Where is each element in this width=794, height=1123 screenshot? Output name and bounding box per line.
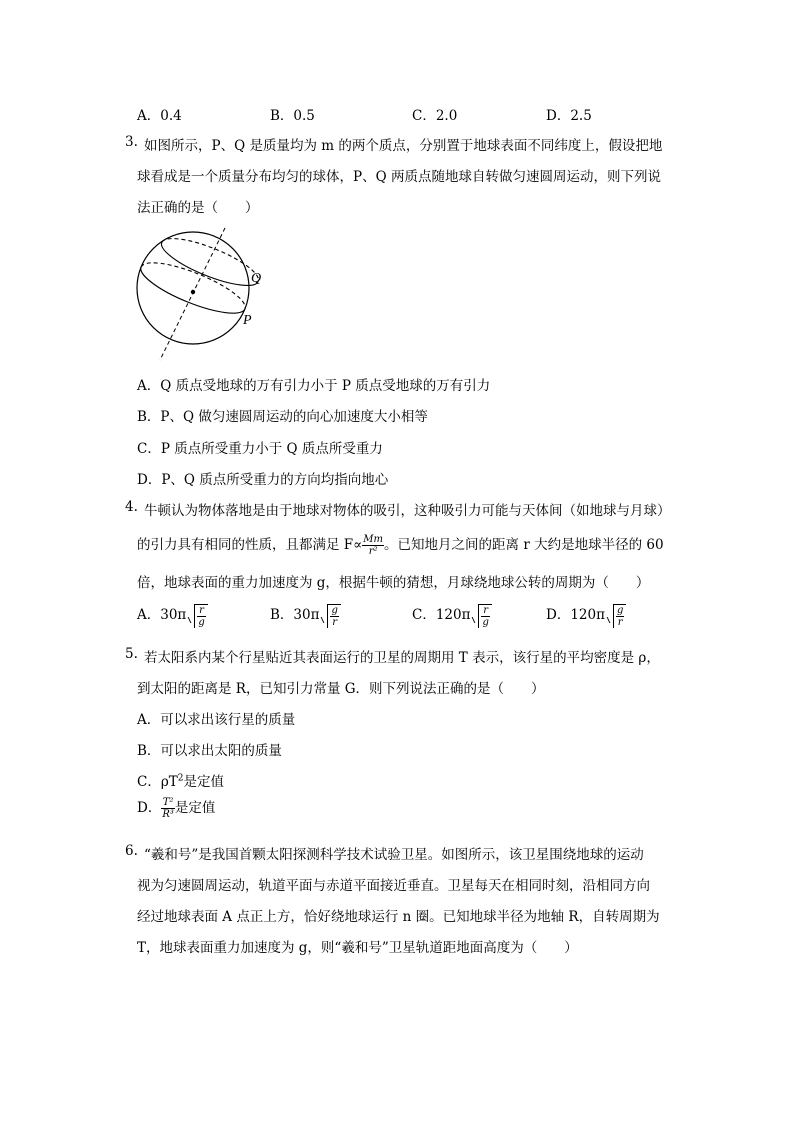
q3-option-c: C．P 质点所受重力小于 Q 质点所受重力 <box>137 441 383 457</box>
q5-option-d: D． $\frac{\text{T²}}{\text{R³}}$ 是定值 <box>137 797 216 820</box>
q6-stem-line-2: 视为匀速圆周运动，轨道平面与赤道平面接近垂直。卫星每天在相同时刻，沿相同方向 <box>137 878 650 894</box>
q4-fraction: $\frac{Mm}{\text{r²}}$ <box>363 534 384 557</box>
q4-stem-line-2 <box>137 533 664 557</box>
q4-line-2-start: 的引力具有相同的性质，且都满足 F∝ <box>137 537 363 553</box>
earth-circle <box>137 232 249 344</box>
q5-option-a: A．可以求出该行星的质量 <box>137 712 296 728</box>
q3-option-b: B．P、Q 做匀速圆周运动的向心加速度大小相等 <box>137 409 428 425</box>
latitude-circle-q <box>157 230 264 295</box>
q3-stem-line-2: 球看成是一个质量分布均匀的球体，P、Q 两质点随地球自转做匀速圆周运动，则下列说 <box>137 169 661 185</box>
q2-option-a: A．0.4 <box>137 108 182 124</box>
q4-line-2-end: 。已知地月之间的距离 r 大约是地球半径的 60 <box>384 537 664 553</box>
q4-stem-line-3: 倍，地球表面的重力加速度为 g，根据牛顿的猜想，月球绕地球公转的周期为（ ） <box>137 575 650 591</box>
q5-stem-line-2: 到太阳的距离是 R，已知引力常量 G．则下列说法正确的是（ ） <box>137 681 545 697</box>
q5-option-c: C．$\rho T^2$是定值 <box>137 773 225 790</box>
q6-number: 6. <box>125 843 138 859</box>
q5-option-b: B．可以求出太阳的质量 <box>137 743 282 759</box>
earth-figure <box>130 222 270 362</box>
label-q: Q <box>251 271 262 286</box>
q2-option-d: D．2.5 <box>546 108 592 124</box>
q2-option-c: C．2.0 <box>412 108 458 124</box>
q2-option-b: B．0.5 <box>270 108 315 124</box>
q3-option-d: D．P、Q 质点所受重力的方向均指向地心 <box>137 472 389 488</box>
q3-stem-line-1: 如图所示，P、Q 是质量均为 m 的两个质点，分别置于地球表面不同纬度上，假设把地 <box>144 138 663 154</box>
q4-option-d: D．120π $\frac{g}{r}$ <box>546 603 626 628</box>
q4-option-b: B．30π $\frac{g}{r}$ <box>270 603 341 628</box>
label-p: P <box>243 313 252 328</box>
q4-stem-line-1: 牛顿认为物体落地是由于地球对物体的吸引，这种吸引力可能与天体间（如地球与月球） <box>144 503 671 519</box>
q4-option-a: A．30π $\frac{r}{g}$ <box>137 603 208 628</box>
q6-stem-line-1: “羲和号”是我国首颗太阳探测科学技术试验卫星。如图所示，该卫星围绕地球的运动 <box>144 847 644 863</box>
earth-center <box>191 290 195 294</box>
q3-stem-line-3: 法正确的是（ ） <box>137 200 259 216</box>
q6-stem-line-3: 经过地球表面 A 点正上方，恰好绕地球运行 n 圈。已知地球半径为地轴 R，自转周期为 <box>137 909 660 925</box>
latitude-circle-p <box>135 253 250 323</box>
q3-number: 3. <box>125 134 138 150</box>
q5-stem-line-1: 若太阳系内某个行星贴近其表面运行的卫星的周期用 T 表示，该行星的平均密度是 ρ， <box>144 650 660 666</box>
q4-number: 4. <box>125 499 138 515</box>
q5-number: 5. <box>125 646 138 662</box>
q3-option-a: A．Q 质点受地球的万有引力小于 P 质点受地球的万有引力 <box>137 378 491 394</box>
q6-stem-line-4: T，地球表面重力加速度为 g，则“羲和号”卫星轨道距地面高度为（ ） <box>137 940 578 956</box>
q4-option-c: C．120π $\frac{r}{g}$ <box>412 603 492 628</box>
